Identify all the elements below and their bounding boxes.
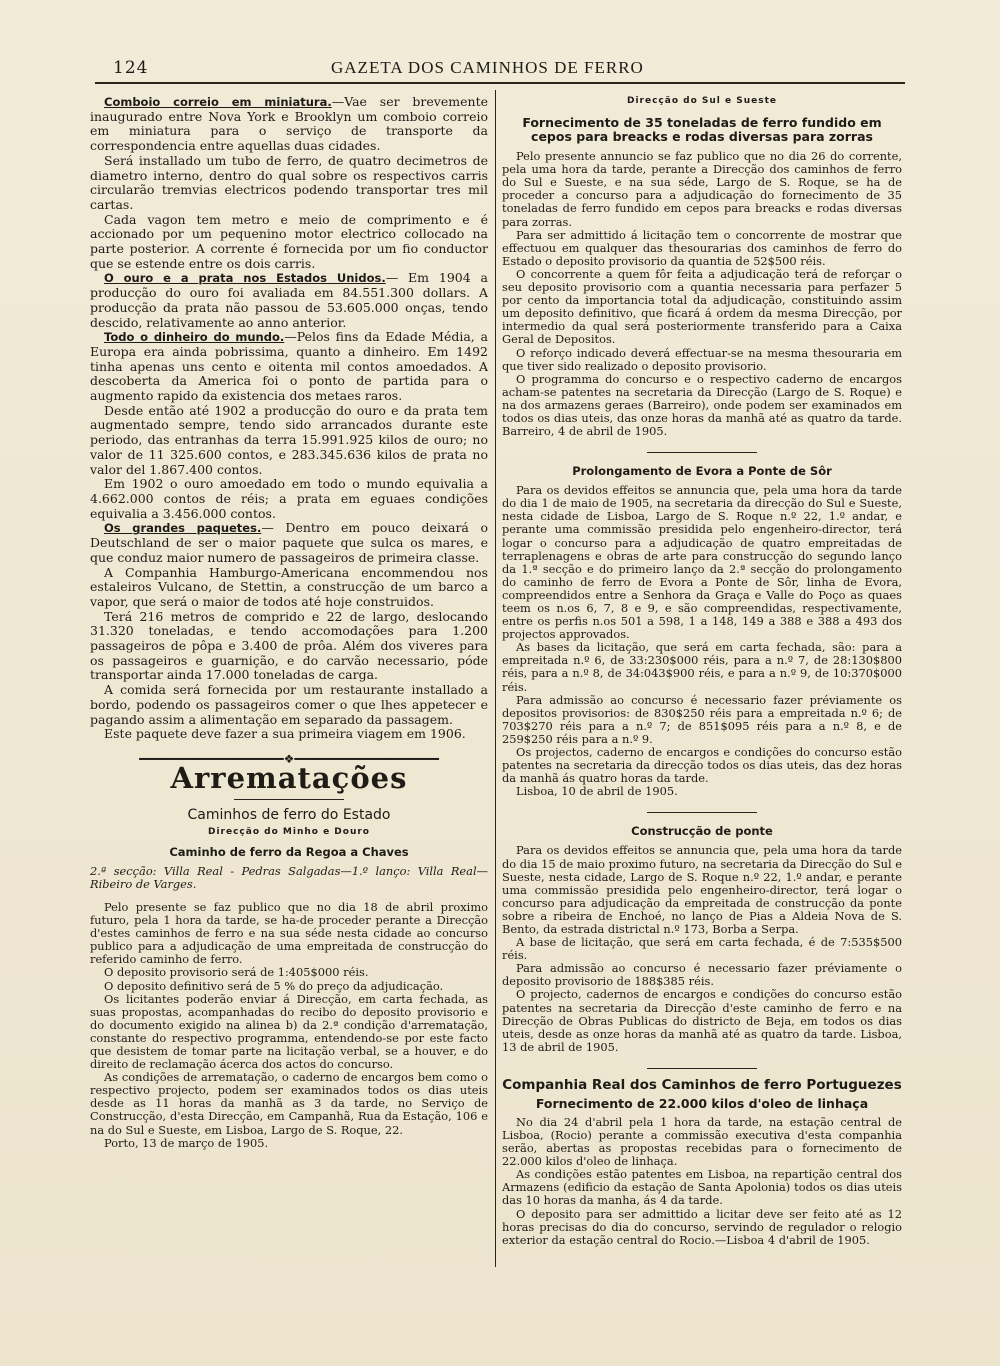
article-dinheiro (90, 330, 488, 404)
railway-heading: Caminhos de ferro do Estado (187, 807, 391, 824)
section-title: Arrematações (170, 760, 408, 795)
article-paragraph: Será installado um tubo de ferro, de quatro decimetros de diametro interno, dentro do qual sobre os respectivos carris circularão tremvias electricos podendo transportar tres mil cartas. (90, 152, 488, 212)
article-paragraph: Em 1902 o ouro amoedado em todo o mundo equivalia a 4.662.000 contos de réis; a prata em eguaes condições equivalia a 3.456.000 contos. (90, 476, 488, 521)
notice-paragraph: As condições estão patentes em Lisboa, na repartição central dos Armazens (edificio da estação de Santa Apolonia) todos os dias uteis das 10 horas da manha, ás 4 da tarde. (502, 1167, 902, 1208)
notice-paragraph: O deposito provisorio será de 1:405$000 réis. (104, 965, 369, 980)
notice-body (90, 865, 488, 1150)
article-title: O ouro e a prata nos Estados Unidos. (104, 271, 386, 286)
notice-paragraph: O concorrente a quem fôr feita a adjudicação terá de reforçar o seu deposito provisorio com a quantia necessaria para perfazer 5 por cento da importancia total da adjudicação, constituindo assim um deposito definitivo, que ficará á ordem da mesma Direcção, por intermedio da qual será posteriormente transferido para a Caixa Geral de Depositos. (502, 266, 902, 347)
left-column (90, 95, 488, 1150)
company-subheading: Fornecimento de 22.000 kilos d'oleo de linhaça (535, 1095, 869, 1111)
article-text: —Vae ser brevemente inaugurado entre Nova York e Brooklyn um comboio correio em miniatura para o serviço de transporte da correspondencia entre aquellas duas cidades. (90, 94, 488, 154)
journal-title: GAZETA DOS CAMINHOS DE FERRO (331, 58, 644, 77)
section-heading: Construcção de ponte (631, 824, 773, 839)
article-title: Comboio correio em miniatura. (104, 95, 332, 109)
notice-date: Porto, 13 de março de 1905. (104, 1135, 269, 1150)
article-title: Todo o dinheiro do mundo. (104, 330, 285, 345)
notice-paragraph: Para os devidos effeitos se annuncia que, pela uma hora da tarde do dia 15 de maio proximo futuro, na secretaria da Direcção do Sul e Sueste, nesta cidade, Largo de S. Roque n.º 22, 1.º andar, e perante uma commissão presidida pelo engenheiro-director, terá logar o concurso para adjudicação da empreitada de construcção da ponte sobre a ribeira de Enchoé, no lanço de Pias a Aldeia Nova de S. Bento, da estrada districtal n.º 173, Borba a Serpa. (502, 843, 902, 936)
right-column (502, 95, 902, 1247)
article-paragraph: Este paquete deve fazer a sua primeira viagem em 1906. (104, 726, 466, 742)
company-heading: Companhia Real dos Caminhos de ferro Portuguezes (502, 1076, 902, 1093)
article-text: —Pelos fins da Edade Média, a Europa era ainda pobrissima, quanto a dinheiro. Em 1492 tinha apenas uns cento e oitenta mil contos amoedados. A descoberta da America foi o ponto de partida para o augmento rapido da existencia dos metaes raros. (90, 329, 488, 404)
page-header (95, 56, 905, 84)
article-paragraph: Terá 216 metros de comprido e 22 de largo, deslocando 31.320 toneladas, e tendo accomodações para 1.200 passageiros de pôpa e 3.400 de prôa. Além dos viveres para os passageiros e guarnição, e do carvão necessario, póde transportar ainda 17.000 toneladas de carga. (90, 608, 488, 683)
notice-paragraph: Para os devidos effeitos se annuncia que, pela uma hora da tarde do dia 1 de maio de 1905, na secretaria da direcção do Sul e Sueste, nesta cidade de Lisboa, Largo de S. Roque n.º 22, 1.º andar, e perante uma commissão presidida pelo engenheiro-director, terá logar o concurso para a adjudicação de quatro empreitadas de terraplenagens e obras de arte para construcção do segundo lanço da 1.ª secção e do primeiro lanço da 2.ª secção do prolongamento do caminho de ferro de Evora a Ponte de Sôr, linha de Evora, compreendidos entre a Senhora da Graça e Valle do Poço as quaes teem os n.os 6, 7, 8 e 9, e são compreendidas, respectivamente, entre os perfis n.os 501 a 598, 1 a 148, 149 a 388 e 388 a 493 dos projectos approvados. (502, 483, 902, 642)
section-heading: Fornecimento de 35 toneladas de ferro fundido em cepos para breacks e rodas diversas para zorras (522, 115, 882, 145)
article-paragraph: Desde então até 1902 a producção do ouro e da prata tem augmentado sempre, tendo sido arrancados durante este periodo, das entranhas da terra 15.991.925 kilos de ouro; no valor de 11 325.600 contos, e 283.345.636 kilos de prata no valor del 1.867.400 contos. (90, 402, 488, 477)
article-correio (90, 95, 488, 154)
notice-paragraph: No dia 24 d'abril pela 1 hora da tarde, na estação central de Lisboa, (Rocio) perante a commissão executiva d'esta companhia serão, abertas as propostas recebidas para o fornecimento de 22.000 kilos d'oleo de linhaça. (502, 1114, 902, 1169)
article-ouro (90, 271, 488, 330)
notice-paragraph: Para ser admittido á licitação tem o concorrente de mostrar que effectuou em qualquer das thesourarias dos caminhos de ferro do Estado o deposito provisorio da quantia de 52$500 réis. (502, 227, 902, 268)
notice-paragraph: O reforço indicado deverá effectuar-se na mesma thesouraria em que tiver sido realizado o deposito provisorio. (502, 345, 902, 373)
notice-paragraph: Os licitantes poderão enviar á Direcção, em carta fechada, as suas propostas, acompanhadas do recibo do deposito provisorio e do documento exigido na alinea b) da 2.ª condição d'arrematação, constante do respectivo programma, entendendo-se por este facto que desistem de tomar parte na licitação verbal, se a houver, e do direito de reclamação ácerca dos actos do concurso. (90, 991, 488, 1072)
divider (647, 1068, 757, 1069)
notice-paragraph: O projecto, cadernos de encargos e condições do concurso estão patentes na secretaria da Direcção d'este caminho de ferro e na Direcção de Obras Publicas do districto de Beja, em todos os dias uteis, desde as onze horas da manhã até as quatro da tarde. Lisboa, 13 de abril de 1905. (502, 987, 902, 1054)
direction-heading: Direcção do Minho e Douro (207, 827, 370, 838)
divider (647, 812, 757, 813)
article-paragraph: A Companhia Hamburgo-Americana encommendou nos estaleiros Vulcano, de Stettin, a construcção de um barco a vapor, que será o maior de todos até hoje construidos. (90, 564, 488, 609)
article-paragraph: Cada vagon tem metro e meio de comprimento e é accionado por um pequenino motor electrico collocado na parte posterior. A corrente é fornecida por um fio conductor que se estende entre os dois carris. (90, 211, 488, 271)
segment-line: 2.ª secção: Villa Real - Pedras Salgadas—1.º lanço: Villa Real—Ribeiro de Varges. (90, 863, 488, 891)
article-paragraph: A comida será fornecida por um restaurante installado a bordo, podendo os passageiros comer o que lhes appetecer e pagando assim a alimentação em separado da passagem. (90, 682, 488, 727)
page-number: 124 (113, 58, 149, 78)
direction-heading: Direcção do Sul e Sueste (626, 96, 778, 106)
notice-paragraph: O programma do concurso e o respectivo caderno de encargos acham-se patentes na secretaria da Direcção (Largo de S. Roque) e na dos armazens geraes (Barreiro), onde podem ser examinados em todos os dias uteis, das onze horas da manhã até as quatro da tarde. Barreiro, 4 de abril de 1905. (502, 371, 902, 439)
article-text: — Dentro em pouco deixará o Deutschland de ser o maior paquete que sulca os mares, e que conduz maior numero de passageiros de primeira classe. (90, 520, 488, 565)
ornament-divider: ━━━━━━━━━━━━━━━━━━━━❖━━━━━━━━━━━━━━━━━━━━ (139, 751, 439, 766)
notice-paragraph: Os projectos, caderno de encargos e condições do concurso estão patentes na secretaria da direcção todos os dias uteis, das dez horas da manhã ás quatro horas da tarde. (502, 745, 902, 786)
column-divider (495, 90, 496, 1267)
notice-paragraph: Pelo presente se faz publico que no dia 18 de abril proximo futuro, pela 1 hora da tarde, se ha-de proceder perante a Direcção d'estes caminhos de ferro e na sua séde nesta cidade ao concurso publico para a adjudicação de uma empreitada de construcção do referido caminho de ferro. (90, 899, 488, 967)
section-heading: Prolongamento de Evora a Ponte de Sôr (572, 464, 832, 479)
notice-paragraph: O deposito definitivo será de 5 % do preço da adjudicação. (104, 978, 444, 993)
notice-paragraph: Para admissão ao concurso é necessario fazer préviamente o deposito provisorio de 188$385 réis. (502, 961, 902, 989)
article-title: Os grandes paquetes. (104, 521, 262, 536)
notice-paragraph: Para admissão ao concurso é necessario fazer préviamente os depositos provisorios: de 830$250 réis para a empreitada n.º 6; de 703$270 réis para a n.º 7; de 851$095 réis para a n.º 8, e de 259$250 réis para a n.º 9. (502, 692, 902, 746)
notice-paragraph: As condições de arrematação, o caderno de encargos bem como o respectivo projecto, podem ser examinados todos os dias uteis desde as 11 horas da manhã as 3 da tarde, no Serviço de Construcção, d'esta Direcção, em Campanhã, Rua da Estação, 106 e na do Sul e Sueste, em Lisboa, Largo de S. Roque, 22. (90, 1070, 488, 1137)
notice-paragraph: As bases da licitação, que será em carta fechada, são: para a empreitada n.º 6, de 33:230$000 réis, para a n.º 7, de 28:130$800 réis, para a n.º 8, de 34:043$900 réis, e para a n.º 9, de 10:370$000 réis. (502, 640, 902, 694)
notice-paragraph: Pelo presente annuncio se faz publico que no dia 26 do corrente, pela uma hora da tarde, perante a Direcção dos caminhos de ferro do Sul e Sueste, e na sua séde, Largo de S. Roque, se ha de proceder a concurso para a adjudicação do fornecimento de 35 toneladas de ferro fundido em cepos para breacks e rodas diversas para zorras. (502, 149, 902, 229)
article-paquetes (90, 521, 488, 565)
divider (234, 799, 344, 800)
notice-date: Lisboa, 10 de abril de 1905. (516, 784, 678, 799)
notice-paragraph: O deposito para ser admittido a licitar deve ser feito até as 12 horas precisas do dia do concurso, servindo de regulador o relogio exterior da estação central do Rocio.—Lisboa 4 d'abril de 1905. (502, 1206, 902, 1247)
notice-paragraph: A base de licitação, que será em carta fechada, é de 7:535$500 réis. (502, 935, 902, 963)
line-heading: Caminho de ferro da Regoa a Chaves (169, 844, 409, 859)
article-text: — Em 1904 a producção do ouro foi avaliada em 84.551.300 dollars. A producção da prata não passou de 53.605.000 onças, tendo descido, relativamente ao anno anterior. (90, 270, 488, 330)
divider (647, 452, 757, 453)
